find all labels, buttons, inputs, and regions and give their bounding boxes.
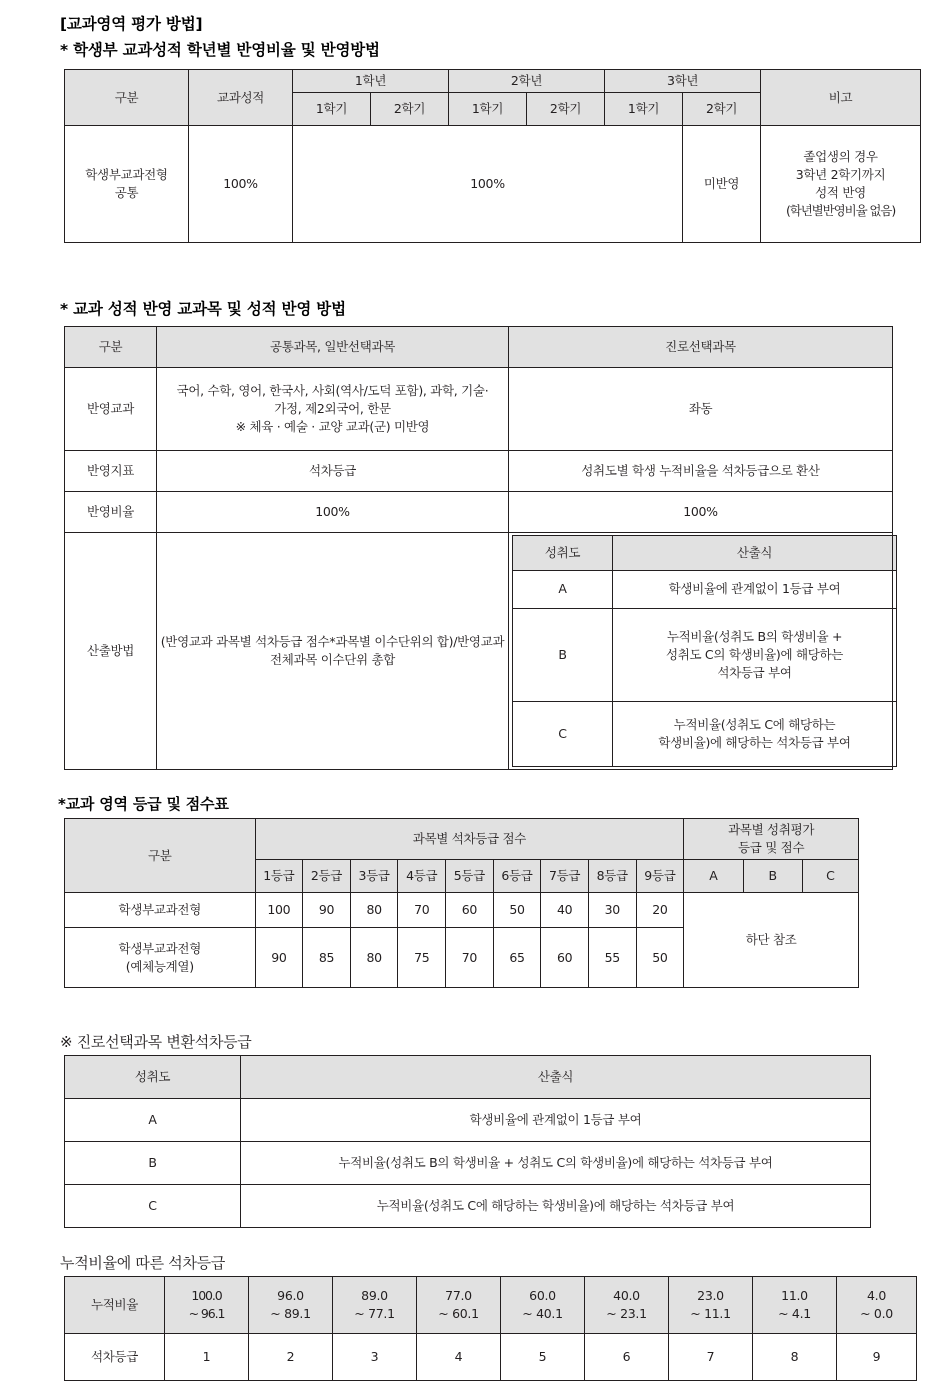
row-label-banyeong-jipyo: 반영지표 bbox=[65, 451, 157, 492]
header-grade-5: 5등급 bbox=[446, 860, 494, 893]
header-career-subjects: 진로선택과목 bbox=[509, 327, 893, 368]
achievement-header-line1: 과목별 성취평가 bbox=[728, 822, 815, 837]
formula-a-line1: 학생비율에 관계없이 1등급 부여 bbox=[668, 581, 841, 597]
header-gubun: 구분 bbox=[65, 819, 256, 893]
nested-grade-b: B bbox=[513, 609, 613, 702]
ratio-cell bbox=[501, 1277, 585, 1334]
score-cell: 100 bbox=[255, 893, 303, 928]
cell-career-nested-wrap bbox=[509, 533, 893, 770]
ratio-top: 96.0 bbox=[277, 1287, 304, 1303]
table-row bbox=[65, 1099, 871, 1142]
ratio-bottom: ~ 77.1 bbox=[354, 1306, 395, 1321]
score-cell: 80 bbox=[350, 893, 398, 928]
header-achievement: 성취도 bbox=[65, 1056, 241, 1099]
header-bigo: 비고 bbox=[761, 70, 921, 126]
ratio-cell bbox=[333, 1277, 417, 1334]
grade-cell: 6 bbox=[585, 1334, 669, 1381]
cell-career-subject-same: 좌동 bbox=[509, 368, 893, 451]
subject-line1: 국어, 수학, 영어, 한국사, 사회(역사/도덕 포함), 과학, 기술· bbox=[176, 382, 489, 398]
grade-cell: 9 bbox=[837, 1334, 917, 1381]
score-cell: 60 bbox=[541, 928, 589, 988]
cell-common-index: 석차등급 bbox=[157, 451, 509, 492]
achievement-conversion-nested-table bbox=[512, 535, 897, 767]
table-row bbox=[65, 327, 893, 368]
section5-table bbox=[64, 1276, 917, 1381]
formula-c: 누적비율(성취도 C에 해당하는 학생비율)에 해당하는 석차등급 부여 bbox=[241, 1185, 871, 1228]
header-grade3: 3학년 bbox=[605, 70, 761, 93]
header-grade-6: 6등급 bbox=[493, 860, 541, 893]
ratio-top: 4.0 bbox=[867, 1287, 886, 1303]
arts-label-line2: (예체능계열) bbox=[125, 958, 194, 974]
score-cell: 65 bbox=[493, 928, 541, 988]
header-formula: 산출식 bbox=[241, 1056, 871, 1099]
score-cell: 90 bbox=[255, 928, 303, 988]
row-label-sanchul-bangbeop: 산출방법 bbox=[65, 533, 157, 770]
header-grade-8: 8등급 bbox=[588, 860, 636, 893]
ratio-top: 23.0 bbox=[697, 1287, 724, 1303]
header-gyogwa-seongjeok: 교과성적 bbox=[189, 70, 293, 126]
header-achievement-b: B bbox=[743, 860, 802, 893]
header-achievement-a: A bbox=[684, 860, 743, 893]
ratio-top: 77.0 bbox=[445, 1287, 472, 1303]
section1-table bbox=[64, 69, 921, 243]
section3-table bbox=[64, 818, 859, 988]
nested-grade-a: A bbox=[513, 571, 613, 609]
ratio-bottom: ~ 96.1 bbox=[188, 1306, 225, 1321]
table-row bbox=[65, 1277, 917, 1334]
formula-line1: (반영교과 과목별 석차등급 점수*과목별 이수단위의 합)/반영교과 bbox=[160, 633, 505, 649]
score-cell: 90 bbox=[303, 893, 351, 928]
table-row bbox=[65, 893, 859, 928]
row-label-banyeong-biyul: 반영비율 bbox=[65, 492, 157, 533]
nested-formula-c bbox=[613, 702, 897, 767]
score-cell: 20 bbox=[636, 893, 684, 928]
bigo-line4: (학년별반영비율 없음) bbox=[785, 203, 896, 219]
header-common-subjects: 공통과목, 일반선택과목 bbox=[157, 327, 509, 368]
row-label-banyeong-gyogwa: 반영교과 bbox=[65, 368, 157, 451]
score-cell: 55 bbox=[588, 928, 636, 988]
formula-c-line1: 누적비율(성취도 C에 해당하는 bbox=[673, 716, 836, 732]
arts-label-line1: 학생부교과전형 bbox=[118, 940, 201, 956]
table-row bbox=[65, 1142, 871, 1185]
cell-common-subject-list bbox=[157, 368, 509, 451]
formula-b-line2: 성취도 C의 학생비율)에 해당하는 bbox=[665, 646, 844, 662]
cell-g3-sem2-value: 미반영 bbox=[683, 126, 761, 243]
section2-title: * 교과 성적 반영 교과목 및 성적 반영 방법 bbox=[60, 300, 346, 318]
bigo-line3: 성적 반영 bbox=[815, 185, 866, 201]
cell-career-index: 성취도별 학생 누적비율을 석차등급으로 환산 bbox=[509, 451, 893, 492]
formula-line2: 전체과목 이수단위 총합 bbox=[269, 652, 396, 667]
grade-cell: 3 bbox=[333, 1334, 417, 1381]
header-subject-rank-scores: 과목별 석차등급 점수 bbox=[255, 819, 684, 860]
ratio-bottom: ~ 23.1 bbox=[606, 1306, 647, 1321]
grade-c: C bbox=[65, 1185, 241, 1228]
ratio-bottom: ~ 0.0 bbox=[860, 1306, 893, 1321]
ratio-bottom: ~ 11.1 bbox=[690, 1306, 731, 1321]
score-cell: 70 bbox=[398, 893, 446, 928]
achievement-header-line2: 등급 및 점수 bbox=[738, 840, 805, 856]
ratio-cell bbox=[417, 1277, 501, 1334]
cell-common-ratio: 100% bbox=[157, 492, 509, 533]
grade-cell: 4 bbox=[417, 1334, 501, 1381]
bigo-line2: 3학년 2학기까지 bbox=[795, 167, 886, 182]
cell-career-ratio: 100% bbox=[509, 492, 893, 533]
table-row bbox=[65, 1334, 917, 1381]
nested-header-formula: 산출식 bbox=[613, 536, 897, 571]
header-grade-4: 4등급 bbox=[398, 860, 446, 893]
nested-header-achievement: 성취도 bbox=[513, 536, 613, 571]
ratio-cell bbox=[837, 1277, 917, 1334]
nested-grade-c: C bbox=[513, 702, 613, 767]
grade-cell: 5 bbox=[501, 1334, 585, 1381]
header-g1-sem1: 1학기 bbox=[293, 93, 371, 126]
header-grade-3: 3등급 bbox=[350, 860, 398, 893]
cell-semester-span-ratio: 100% bbox=[293, 126, 683, 243]
ratio-bottom: ~ 60.1 bbox=[438, 1306, 479, 1321]
ratio-bottom: ~ 4.1 bbox=[778, 1306, 811, 1321]
row-label-jeonhyeong-normal: 학생부교과전형 bbox=[65, 893, 256, 928]
ratio-cell bbox=[249, 1277, 333, 1334]
cell-achievement-note: 하단 참조 bbox=[684, 893, 859, 988]
jeonhyeong-line1: 학생부교과전형 bbox=[85, 167, 168, 182]
table-row bbox=[513, 609, 897, 702]
ratio-bottom: ~ 89.1 bbox=[270, 1306, 311, 1321]
nested-formula-a bbox=[613, 571, 897, 609]
header-gubun: 구분 bbox=[65, 70, 189, 126]
cell-jeonhyeong-name bbox=[65, 126, 189, 243]
section3-title: *교과 영역 등급 및 점수표 bbox=[58, 795, 229, 813]
header-grade-7: 7등급 bbox=[541, 860, 589, 893]
table-row bbox=[65, 1056, 871, 1099]
header-gubun: 구분 bbox=[65, 327, 157, 368]
header-grade-9: 9등급 bbox=[636, 860, 684, 893]
formula-c-line2: 학생비율)에 해당하는 석차등급 부여 bbox=[658, 735, 851, 750]
table-row bbox=[513, 536, 897, 571]
ratio-top: 100.0 bbox=[191, 1287, 222, 1303]
header-grade2: 2학년 bbox=[449, 70, 605, 93]
table-row bbox=[65, 451, 893, 492]
table-row bbox=[513, 571, 897, 609]
table-row bbox=[65, 1185, 871, 1228]
subject-line3: ※ 체육 · 예술 · 교양 교과(군) 미반영 bbox=[235, 419, 430, 435]
score-cell: 75 bbox=[398, 928, 446, 988]
ratio-top: 40.0 bbox=[613, 1287, 640, 1303]
header-grade-1: 1등급 bbox=[255, 860, 303, 893]
score-cell: 85 bbox=[303, 928, 351, 988]
table-row bbox=[65, 126, 921, 243]
score-cell: 50 bbox=[493, 893, 541, 928]
table-row bbox=[65, 70, 921, 93]
section4-title: ※ 진로선택과목 변환석차등급 bbox=[60, 1033, 252, 1051]
formula-b: 누적비율(성취도 B의 학생비율 + 성취도 C의 학생비율)에 해당하는 석차등급 부여 bbox=[241, 1142, 871, 1185]
score-cell: 60 bbox=[446, 893, 494, 928]
header-grade1: 1학년 bbox=[293, 70, 449, 93]
score-cell: 70 bbox=[446, 928, 494, 988]
ratio-cell bbox=[669, 1277, 753, 1334]
header-g3-sem1: 1학기 bbox=[605, 93, 683, 126]
header-achievement-c: C bbox=[802, 860, 858, 893]
ratio-bottom: ~ 40.1 bbox=[522, 1306, 563, 1321]
section1-title: * 학생부 교과성적 학년별 반영비율 및 반영방법 bbox=[60, 41, 380, 59]
table-row bbox=[65, 492, 893, 533]
row-label-jeonhyeong-arts bbox=[65, 928, 256, 988]
score-cell: 50 bbox=[636, 928, 684, 988]
grade-cell: 2 bbox=[249, 1334, 333, 1381]
score-cell: 40 bbox=[541, 893, 589, 928]
section5-title: 누적비율에 따른 석차등급 bbox=[60, 1254, 226, 1272]
header-g1-sem2: 2학기 bbox=[371, 93, 449, 126]
formula-b-line3: 석차등급 부여 bbox=[717, 665, 792, 681]
grade-cell: 1 bbox=[165, 1334, 249, 1381]
ratio-top: 89.0 bbox=[361, 1287, 388, 1303]
nested-formula-b bbox=[613, 609, 897, 702]
score-cell: 30 bbox=[588, 893, 636, 928]
header-g2-sem2: 2학기 bbox=[527, 93, 605, 126]
score-cell: 80 bbox=[350, 928, 398, 988]
table-row bbox=[65, 368, 893, 451]
ratio-top: 60.0 bbox=[529, 1287, 556, 1303]
grade-b: B bbox=[65, 1142, 241, 1185]
grade-a: A bbox=[65, 1099, 241, 1142]
cell-gyogwa-ratio: 100% bbox=[189, 126, 293, 243]
section2-table bbox=[64, 326, 893, 770]
section4-table bbox=[64, 1055, 871, 1228]
table-row bbox=[65, 819, 859, 860]
header-achievement-evaluation bbox=[684, 819, 859, 860]
grade-cell: 7 bbox=[669, 1334, 753, 1381]
table-row bbox=[65, 533, 893, 770]
formula-b-line1: 누적비율(성취도 B의 학생비율 + bbox=[666, 628, 843, 644]
subject-line2: 가정, 제2외국어, 한문 bbox=[274, 400, 391, 416]
bigo-line1: 졸업생의 경우 bbox=[803, 148, 878, 164]
row-label-rank-grade: 석차등급 bbox=[65, 1334, 165, 1381]
ratio-top: 11.0 bbox=[781, 1287, 808, 1303]
header-g3-sem2: 2학기 bbox=[683, 93, 761, 126]
formula-a: 학생비율에 관계없이 1등급 부여 bbox=[241, 1099, 871, 1142]
document-heading: [교과영역 평가 방법] bbox=[60, 15, 203, 33]
ratio-cell bbox=[165, 1277, 249, 1334]
ratio-cell bbox=[585, 1277, 669, 1334]
cell-common-formula bbox=[157, 533, 509, 770]
header-grade-2: 2등급 bbox=[303, 860, 351, 893]
grade-cell: 8 bbox=[753, 1334, 837, 1381]
jeonhyeong-line2: 공통 bbox=[114, 185, 139, 201]
ratio-cell bbox=[753, 1277, 837, 1334]
header-g2-sem1: 1학기 bbox=[449, 93, 527, 126]
table-row bbox=[513, 702, 897, 767]
cell-bigo-note bbox=[761, 126, 921, 243]
row-label-cumulative-ratio: 누적비율 bbox=[65, 1277, 165, 1334]
